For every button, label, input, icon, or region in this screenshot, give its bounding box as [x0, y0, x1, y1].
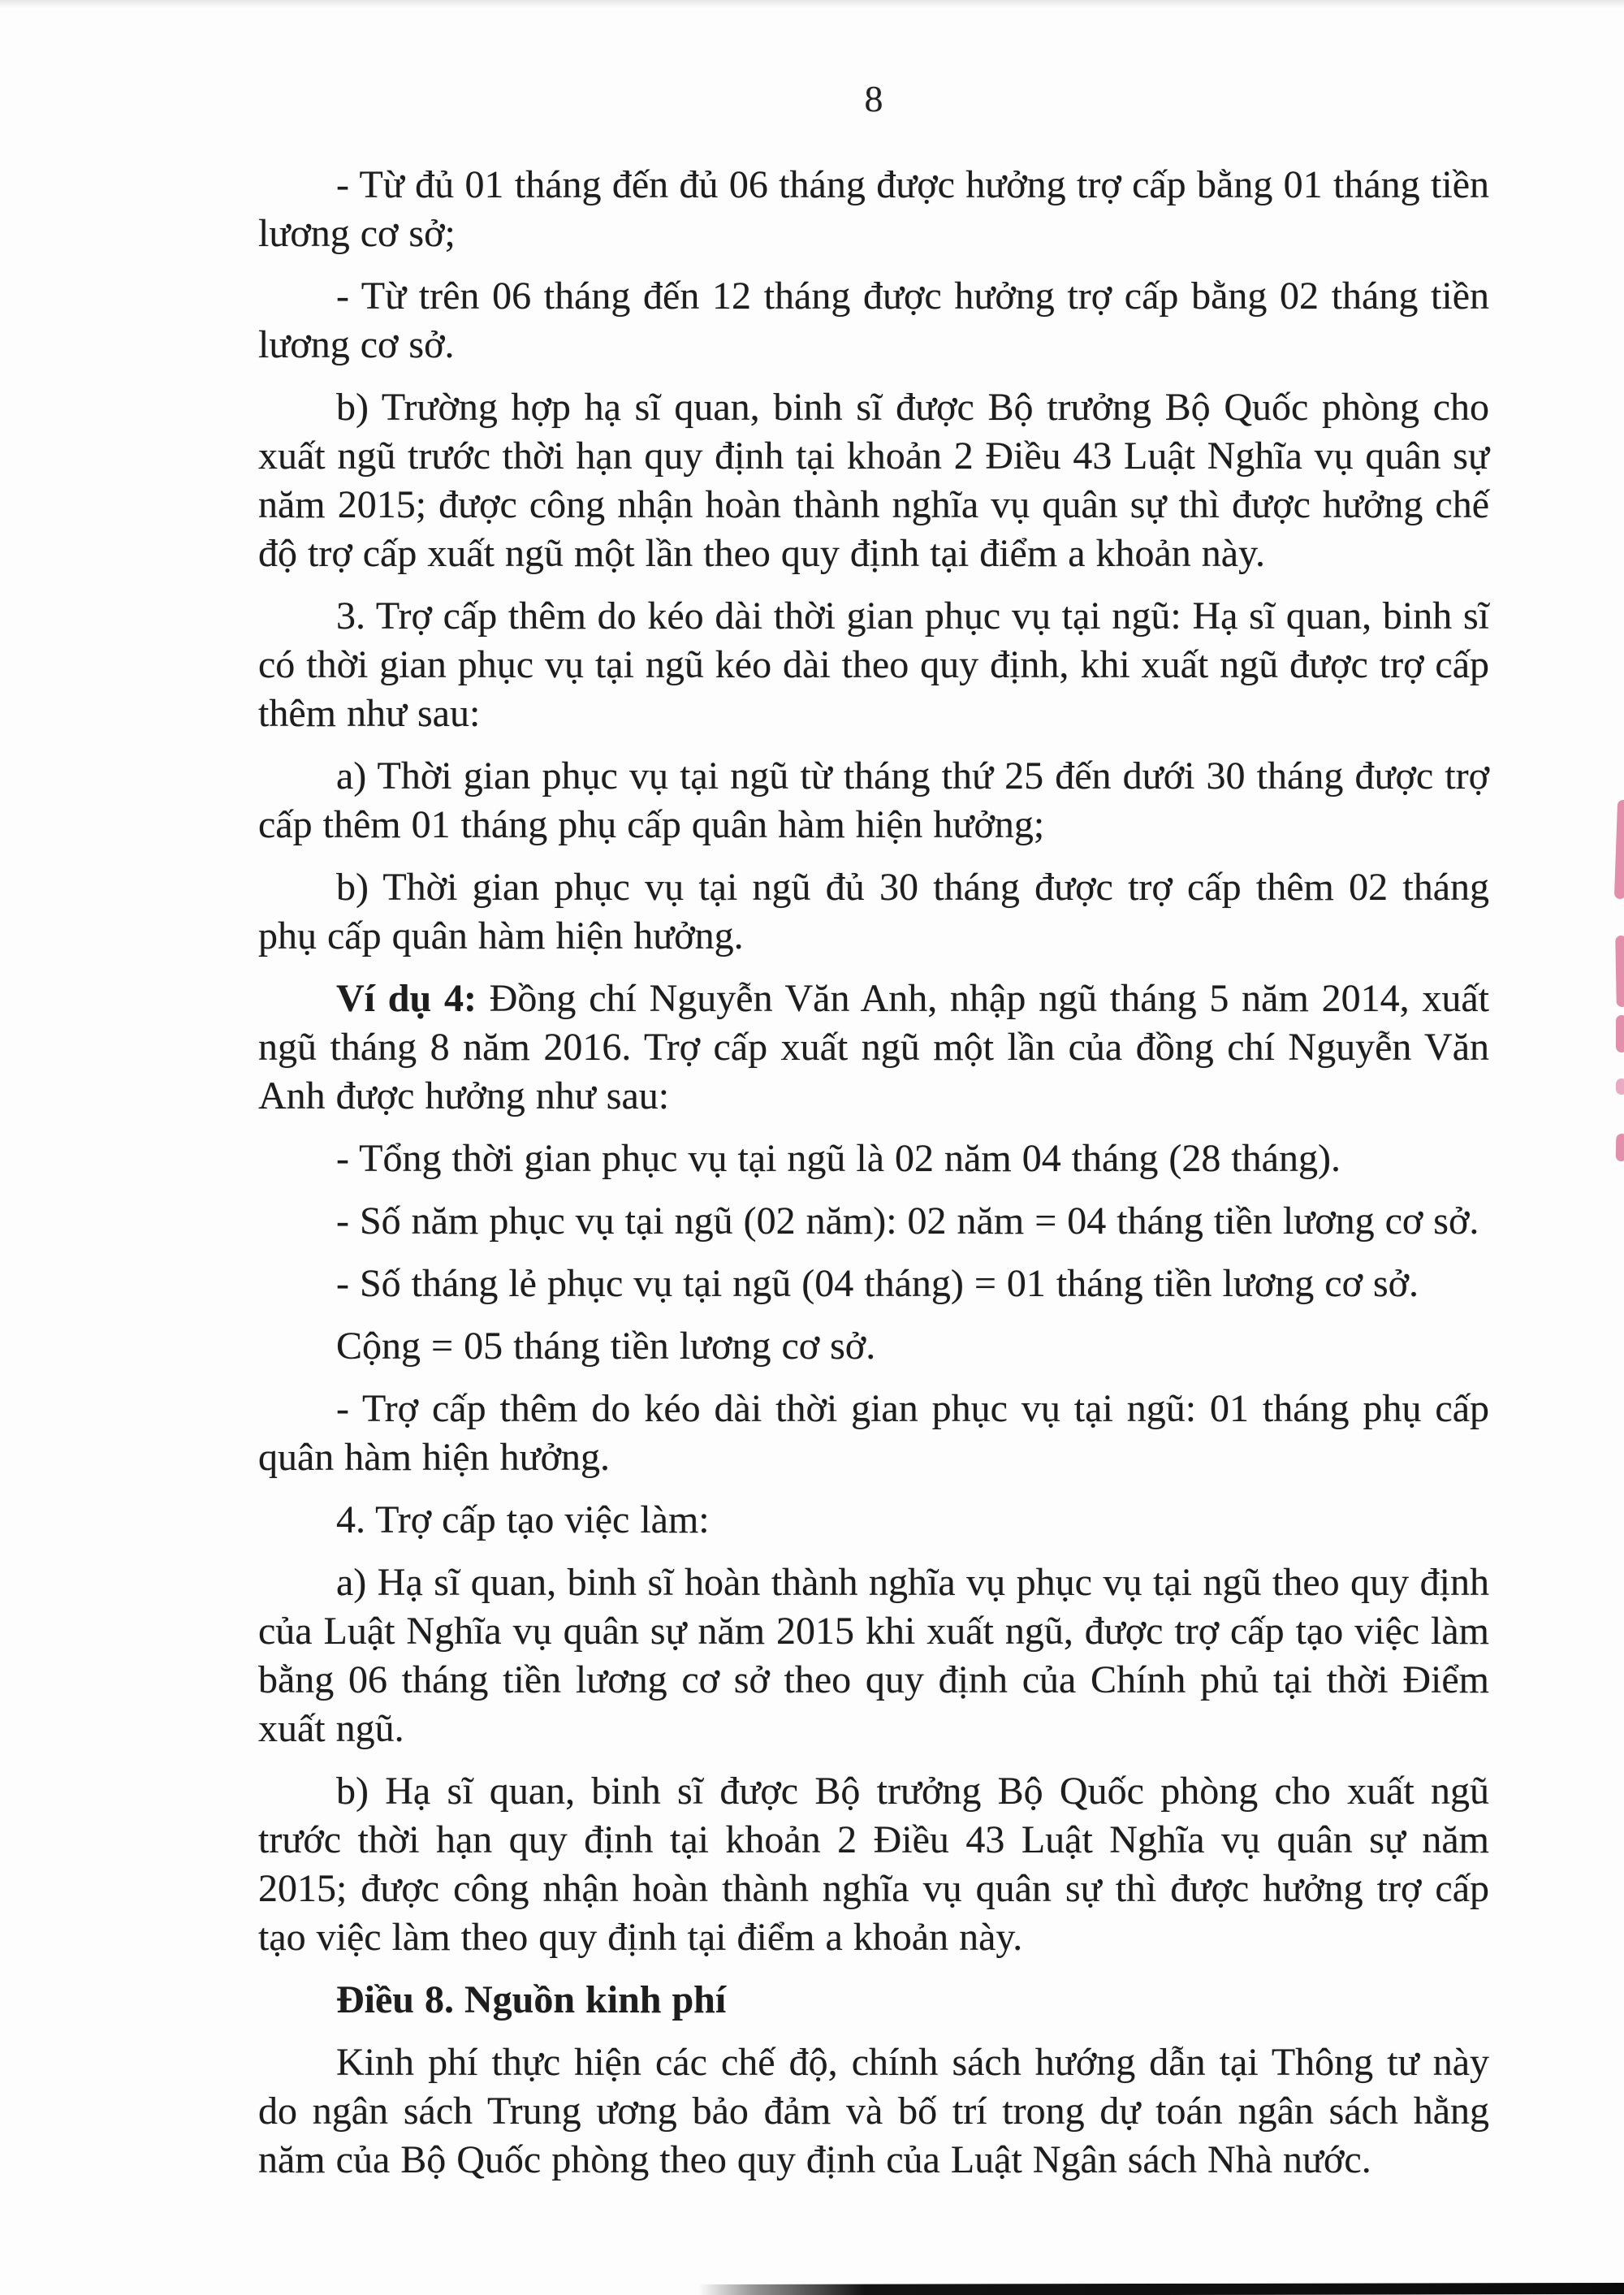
- paragraph: a) Thời gian phục vụ tại ngũ từ tháng thứ 25 đến dưới 30 tháng được trợ cấp thêm 01 tháng phụ cấp quân hàm hiện hưởng;: [258, 754, 1489, 846]
- scan-margin-mark: [1616, 1078, 1624, 1095]
- scan-margin-mark: [1616, 1015, 1624, 1052]
- paragraph: Cộng = 05 tháng tiền lương cơ sở.: [336, 1325, 876, 1368]
- paragraph: 3. Trợ cấp thêm do kéo dài thời gian phục vụ tại ngũ: Hạ sĩ quan, binh sĩ có thời gian phục vụ tại ngũ kéo dài theo quy định, khi xuất ngũ được trợ cấp thêm như sau:: [258, 594, 1489, 735]
- paragraph: - Số năm phục vụ tại ngũ (02 năm): 02 năm = 04 tháng tiền lương cơ sở.: [336, 1199, 1479, 1243]
- paragraph: a) Hạ sĩ quan, binh sĩ hoàn thành nghĩa vụ phục vụ tại ngũ theo quy định của Luật Nghĩa vụ quân sự năm 2015 khi xuất ngũ, được trợ cấp tạo việc làm bằng 06 tháng tiền lương cơ sở theo quy định của Chính phủ tại thời Điểm xuất ngũ.: [258, 1561, 1489, 1750]
- scan-margin-mark: [1616, 1134, 1624, 1161]
- paragraph-lead: Ví dụ 4:: [336, 977, 477, 1020]
- paragraph: - Trợ cấp thêm do kéo dài thời gian phục vụ tại ngũ: 01 tháng phụ cấp quân hàm hiện hưởng.: [258, 1387, 1489, 1479]
- paragraph: - Số tháng lẻ phục vụ tại ngũ (04 tháng) = 01 tháng tiền lương cơ sở.: [336, 1262, 1419, 1305]
- paragraph: - Từ trên 06 tháng đến 12 tháng được hưởng trợ cấp bằng 02 tháng tiền lương cơ sở.: [258, 274, 1489, 366]
- paragraph: 4. Trợ cấp tạo việc làm:: [336, 1498, 710, 1541]
- paragraph: b) Trường hợp hạ sĩ quan, binh sĩ được Bộ trưởng Bộ Quốc phòng cho xuất ngũ trước thời hạn quy định tại khoản 2 Điều 43 Luật Nghĩa vụ quân sự năm 2015; được công nhận hoàn thành nghĩa vụ quân sự thì được hưởng chế độ trợ cấp xuất ngũ một lần theo quy định tại điểm a khoản này.: [258, 386, 1489, 575]
- scan-bottom-strip-artifact: [698, 2283, 1624, 2295]
- scan-top-edge-artifact: [0, 0, 1624, 8]
- paragraph: Kinh phí thực hiện các chế độ, chính sách hướng dẫn tại Thông tư này do ngân sách Trung ương bảo đảm và bố trí trong dự toán ngân sách hằng năm của Bộ Quốc phòng theo quy định của Luật Ngân sách Nhà nước.: [258, 2041, 1489, 2181]
- paragraph: - Tổng thời gian phục vụ tại ngũ là 02 năm 04 tháng (28 tháng).: [336, 1137, 1341, 1180]
- paragraph: b) Hạ sĩ quan, binh sĩ được Bộ trưởng Bộ Quốc phòng cho xuất ngũ trước thời hạn quy định tại khoản 2 Điều 43 Luật Nghĩa vụ quân sự năm 2015; được công nhận hoàn thành nghĩa vụ quân sự thì được hưởng trợ cấp tạo việc làm theo quy định tại điểm a khoản này.: [258, 1770, 1489, 1959]
- scan-margin-mark: [1615, 936, 1624, 1007]
- paragraph: - Từ đủ 01 tháng đến đủ 06 tháng được hưởng trợ cấp bằng 01 tháng tiền lương cơ sở;: [258, 163, 1489, 255]
- paragraph: Ví dụ 4: Đồng chí Nguyễn Văn Anh, nhập ngũ tháng 5 năm 2014, xuất ngũ tháng 8 năm 2016. Trợ cấp xuất ngũ một lần của đồng chí Nguyễn Văn Anh được hưởng như sau:: [258, 977, 1489, 1117]
- paragraph: b) Thời gian phục vụ tại ngũ đủ 30 tháng được trợ cấp thêm 02 tháng phụ cấp quân hàm hiện hưởng.: [258, 866, 1489, 957]
- document-body: [258, 161, 1489, 2198]
- page-number: 8: [864, 78, 883, 119]
- scan-margin-mark: [1614, 800, 1624, 899]
- document-heading: Điều 8. Nguồn kinh phí: [336, 1978, 727, 2021]
